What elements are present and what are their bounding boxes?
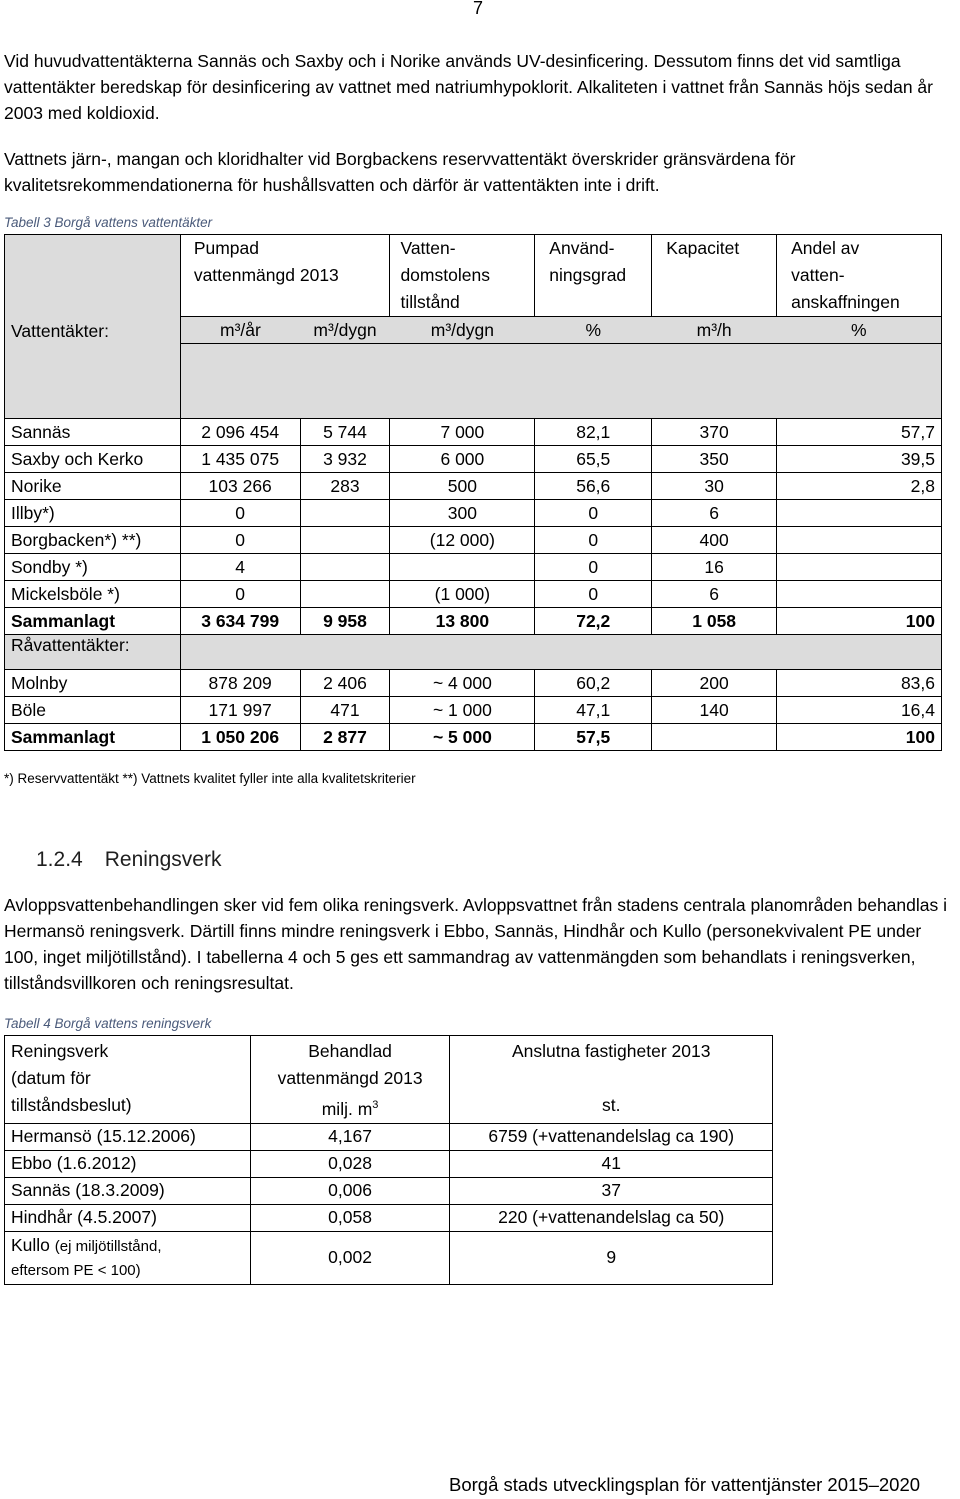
table3-raw-total-row: Sammanlagt 1 050 206 2 877 ~ 5 000 57,5 100	[5, 724, 942, 751]
table4-row-kullo: Kullo (ej miljötillstånd, eftersom PE < 100) 0,002 9	[5, 1231, 773, 1284]
paragraph-uv: Vid huvudvattentäkterna Sannäs och Saxby och i Norike används UV-desinficering. Dessutom finns det vid samtliga vattentäkter beredskap för desinficering av vattnet med natriumhypoklorit. Alkaliteten i vattnet från Sannäs höjs sedan år 2003 med koldioxid.	[4, 51, 933, 123]
table3-row: Mickelsböle *) 0 (1 000) 0 6	[5, 581, 942, 608]
table3-row: Sannäs 2 096 454 5 744 7 000 82,1 370 57,7	[5, 419, 942, 446]
table4-row: Sannäs (18.3.2009) 0,006 37	[5, 1177, 773, 1204]
table3-gray-band	[180, 344, 941, 419]
table3-row: Borgbacken*) **) 0 (12 000) 0 400	[5, 527, 942, 554]
paragraph-reningsverk: Avloppsvattenbehandlingen sker vid fem olika reningsverk. Avloppsvattnet från stadens centrala planområden behandlas i Hermansö reningsverk. Därtill finns mindre reningsverk i Ebbo, Sannäs, Hindhår och Kullo (personekvivalent PE under 100, inget miljötillstånd). I tabellerna 4 och 5 ges ett sammandrag av vattenmängden som behandlats i reningsverken, tillståndsvillkoren och reningsresultat.	[4, 895, 948, 993]
table4-header-plant: Reningsverk (datum för tillståndsbeslut)	[5, 1036, 251, 1124]
table3-total-row: Sammanlagt 3 634 799 9 958 13 800 72,2 1 058 100	[5, 608, 942, 635]
table3-row-label: Vattentäkter:	[5, 235, 181, 419]
table3	[4, 234, 942, 751]
table4-row: Hindhår (4.5.2007) 0,058 220 (+vattenandelslag ca 50)	[5, 1204, 773, 1231]
table3-row: Sondby *) 4 0 16	[5, 554, 942, 581]
table3-raw-row: Molnby 878 209 2 406 ~ 4 000 60,2 200 83,6	[5, 670, 942, 697]
section-title: Reningsverk	[104, 848, 222, 871]
table3-units-row: m³/år m³/dygn m³/dygn % m³/h %	[5, 317, 942, 344]
section-heading	[36, 848, 221, 872]
table4-row: Hermansö (15.12.2006) 4,167 6759 (+vattenandelslag ca 190)	[5, 1123, 773, 1150]
table3-footnote: *) Reservvattentäkt **) Vattnets kvalitet fyller inte alla kvalitetskriterier	[4, 771, 416, 786]
table3-row: Illby*) 0 300 0 6	[5, 500, 942, 527]
table3-row: Norike 103 266 283 500 56,6 30 2,8	[5, 473, 942, 500]
table3-header-usage: Använd- ningsgrad	[535, 235, 652, 317]
table4	[4, 1035, 773, 1285]
page-footer: Borgå stads utvecklingsplan för vattentjänster 2015–2020	[449, 1474, 921, 1495]
table3-header-pumped: Pumpad vattenmängd 2013	[180, 235, 390, 317]
table3-row: Saxby och Kerko 1 435 075 3 932 6 000 65,5 350 39,5	[5, 446, 942, 473]
table4-header-volume: Behandlad vattenmängd 2013 milj. $m^3$	[250, 1036, 450, 1124]
table3-caption: Tabell 3 Borgå vattens vattentäkter	[4, 215, 213, 230]
table3-header-permit: Vatten- domstolens tillstånd	[390, 235, 535, 317]
table3-header-share: Andel av vatten- anskaffningen	[777, 235, 942, 317]
table4-caption: Tabell 4 Borgå vattens reningsverk	[4, 1016, 212, 1031]
table4-row: Ebbo (1.6.2012) 0,028 41	[5, 1150, 773, 1177]
section-number: 1.2.4	[36, 848, 83, 871]
table3-header-capacity: Kapacitet	[652, 235, 777, 317]
paragraph-borgbacken: Vattnets järn-, mangan och kloridhalter vid Borgbackens reservvattentäkt överskrider gränsvärdena för kvalitetsrekommendationerna för hushållsvatten och därför är vattentäkten inte i drift.	[4, 149, 796, 195]
table3-raw-row: Böle 171 997 471 ~ 1 000 47,1 140 16,4	[5, 697, 942, 724]
table4-header-properties: Anslutna fastigheter 2013 st.	[450, 1036, 773, 1124]
page-number: 7	[473, 0, 484, 18]
table3-raw-label-row: Råvattentäkter:	[5, 635, 942, 670]
